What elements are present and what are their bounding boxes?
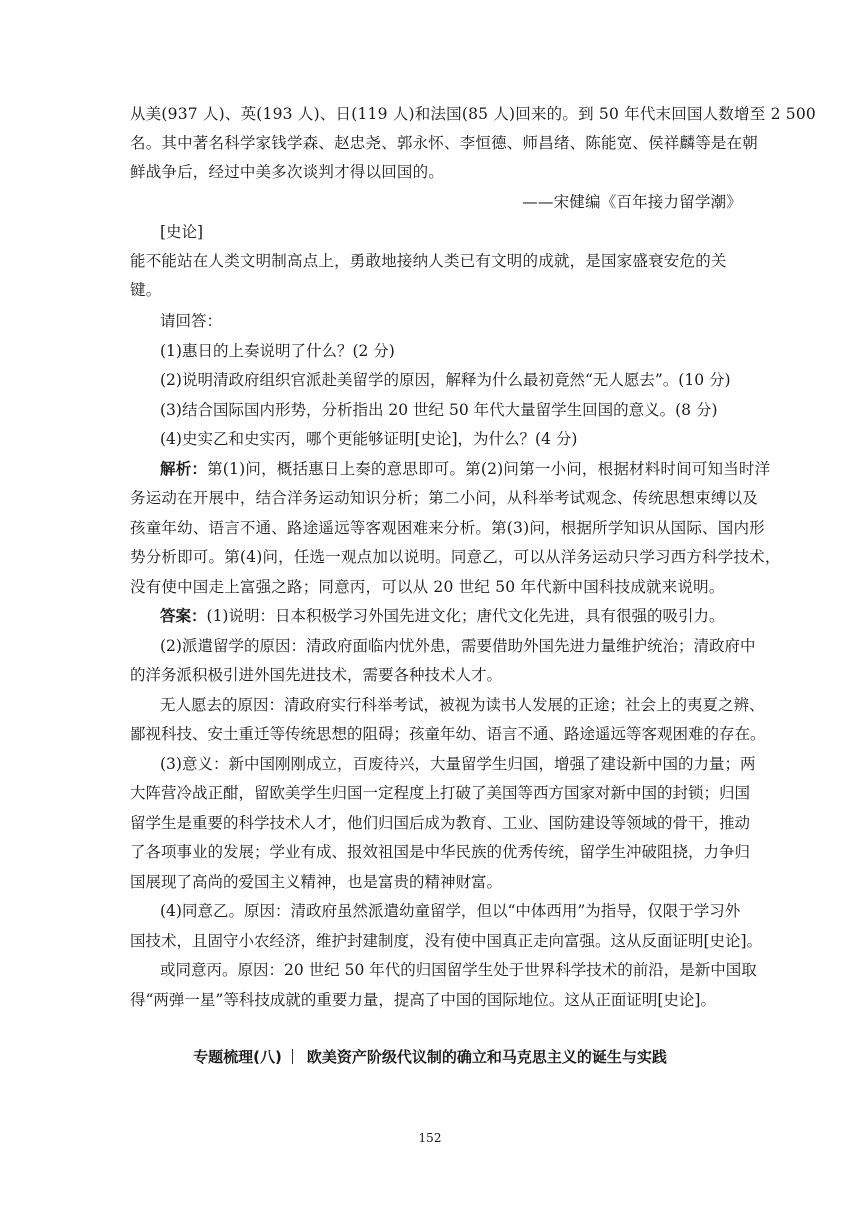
- material-line: 鲜战争后，经过中美多次谈判才得以回国的。: [130, 163, 445, 181]
- shilun-label: [史论]: [160, 223, 204, 241]
- answer-line: 鄙视科技、安土重迁等传统思想的阻碍；孩童年幼、语言不通、路途遥远等客观困难的存在。: [130, 725, 766, 743]
- answer-line: 得“两弹一星”等科技成就的重要力量，提高了中国的国际地位。这从正面证明[史论]。: [130, 991, 716, 1009]
- analysis-label: 解析：: [160, 459, 208, 478]
- shilun-line: 键。: [130, 281, 162, 299]
- answer-line: 的洋务派积极引进外国先进技术，需要各种技术人才。: [130, 666, 503, 684]
- answer-first-line: [160, 606, 724, 626]
- answer-line: (3)意义：新中国刚刚成立，百废待兴，大量留学生归国，增强了建设新中国的力量；两: [160, 755, 756, 773]
- answer-line: 大阵营冷战正酣，留欧美学生归国一定程度上打破了美国等西方国家对新中国的封锁；归国: [130, 784, 751, 802]
- analysis-line: 没有使中国走上富强之路；同意丙，可以从 20 世纪 50 年代新中国科技成就来说明。: [130, 578, 725, 596]
- answer-line: (2)派遣留学的原因：清政府面临内忧外患，需要借助外国先进力量维护统治；清政府中: [160, 637, 756, 655]
- question-item: (4)史实乙和史实丙，哪个更能够证明[史论]，为什么？(4 分): [160, 430, 578, 448]
- answer-line: 无人愿去的原因：清政府实行科举考试，被视为读书人发展的正途；社会上的夷夏之辨、: [160, 696, 765, 714]
- questions-intro: 请回答：: [160, 312, 223, 330]
- question-item: (2)说明清政府组织官派赴美留学的原因，解释为什么最初竟然“无人愿去”。(10 分): [160, 371, 731, 389]
- section-heading-label: 专题梳理(八): [193, 1048, 282, 1066]
- question-item: (1)惠日的上奏说明了什么？(2 分): [160, 342, 395, 360]
- analysis-line: 务运动在开展中，结合洋务运动知识分析；第二小问，从科举考试观念、传统思想束缚以及: [130, 489, 759, 507]
- section-heading: [0, 1046, 860, 1067]
- analysis-line: 孩童年幼、语言不通、路途遥远等客观困难来分析。第(3)问，根据所学知识从国际、国内形: [130, 519, 765, 537]
- answer-line: 或同意丙。原因：20 世纪 50 年代的归国留学生处于世界科学技术的前沿，是新中国取: [160, 961, 757, 979]
- heading-divider: [292, 1049, 293, 1064]
- answer-line: 国展现了高尚的爱国主义精神，也是富贵的精神财富。: [130, 873, 503, 891]
- analysis-line: 势分析即可。第(4)问，任选一观点加以说明。同意乙，可以从洋务运动只学习西方科学技术，: [130, 548, 781, 566]
- question-item: (3)结合国际国内形势，分析指出 20 世纪 50 年代大量留学生回国的意义。(8 分): [160, 401, 718, 419]
- analysis-text: 第(1)问，概括惠日上奏的意思即可。第(2)问第一小问，根据材料时间可知当时洋: [207, 460, 771, 478]
- answer-line: 国技术，且固守小农经济，维护封建制度，没有使中国真正走向富强。这从反面证明[史论]。: [130, 932, 763, 950]
- analysis-first-line: [160, 459, 770, 479]
- answer-line: 了各项事业的发展；学业有成、报效祖国是中华民族的优秀传统，留学生冲破阻挠，力争归: [130, 843, 751, 861]
- material-source: ——宋健编《百年接力留学潮》: [522, 193, 742, 211]
- page-number: 152: [418, 1131, 442, 1145]
- answer-line: (4)同意乙。原因：清政府虽然派遣幼童留学，但以“中体西用”为指导，仅限于学习外: [160, 902, 741, 920]
- material-line: 从美(937 人)、英(193 人)、日(119 人)和法国(85 人)回来的。到 50 年代末回国人数增至 2 500: [130, 105, 816, 123]
- material-line: 名。其中著名科学家钱学森、赵忠尧、郭永怀、李恒德、师昌绪、陈能宽、侯祥麟等是在朝: [130, 134, 759, 152]
- answer-label: 答案：: [160, 606, 207, 625]
- answer-line: 留学生是重要的科学技术人才，他们归国后成为教育、工业、国防建设等领域的骨干，推动: [130, 814, 751, 832]
- shilun-line: 能不能站在人类文明制高点上，勇敢地接纳人类已有文明的成就，是国家盛衰安危的关: [130, 252, 727, 270]
- section-heading-title: 欧美资产阶级代议制的确立和马克思主义的诞生与实践: [306, 1048, 667, 1066]
- answer-text: (1)说明：日本积极学习外国先进文化；唐代文化先进，具有很强的吸引力。: [206, 607, 725, 625]
